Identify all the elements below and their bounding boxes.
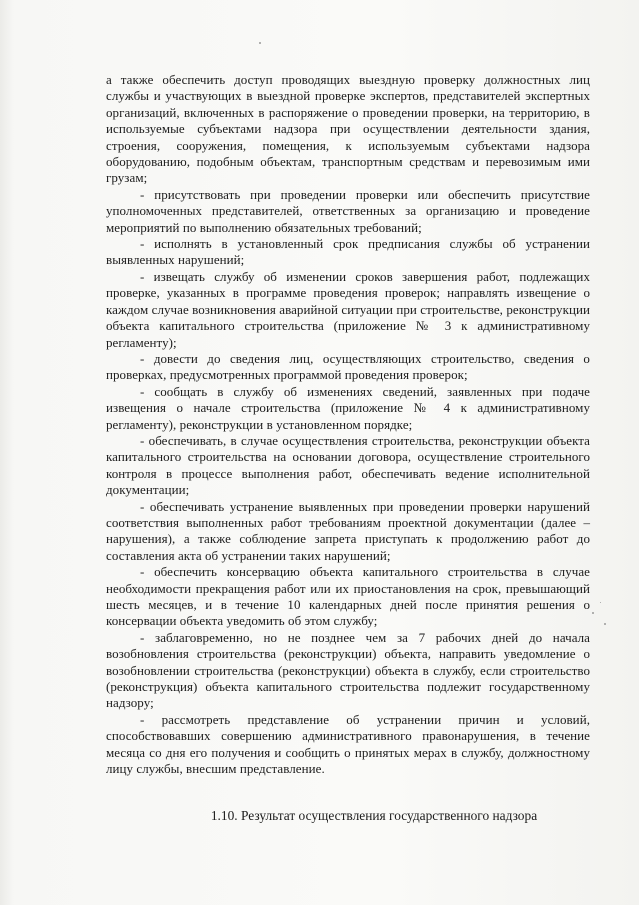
paragraph-inform-builders: - довести до сведения лиц, осуществляющих строительство, сведения о проверках, предусмотренных программой проведения проверок;	[106, 350, 590, 383]
paragraph-review-submission: - рассмотреть представление об устранении причин и условий, способствовавших совершению административного правонарушения, в течение месяца со дня его получения и сообщить о принятых мерах в службу, должностному лицу службы, внесшим представление.	[106, 711, 590, 777]
paragraph-access: а также обеспечить доступ проводящих выездную проверку должностных лиц службы и участвующих в выездной проверке экспертов, представителей экспертных организаций, включенных в распоряжение о проведении проверки, на территорию, в используемые субъектами надзора при осуществлении деятельности здания, строения, сооружения, помещения, к используемым субъектами надзора оборудованию, подобным объектам, транспортным средствам и перевозимым ими грузам;	[106, 72, 590, 186]
scan-speck	[604, 623, 606, 625]
paragraph-report-changes: - сообщать в службу об изменениях сведений, заявленных при подаче извещения о начале строительства (приложение № 4 к административному регламенту), реконструкции в установленном порядке;	[106, 383, 590, 432]
scan-speck	[259, 42, 261, 44]
scan-speck	[592, 612, 594, 614]
document-body	[106, 72, 590, 777]
paragraph-resumption: - заблаговременно, но не позднее чем за 7 рабочих дней до начала возобновления строительства (реконструкции) объекта, направить уведомление о возобновлении строительства (реконструкции) объекта в службу, если строительство (реконструкция) объекта капитального строительства подлежит государственному надзору;	[106, 629, 590, 711]
paragraph-construction-control: - обеспечивать, в случае осуществления строительства, реконструкции объекта капитального строительства на основании договора, осуществление строительного контроля в процессе выполнения работ, обеспечивать ведение исполнительной документации;	[106, 432, 590, 498]
paragraph-notify-deadlines: - извещать службу об изменении сроков завершения работ, подлежащих проверке, указанных в программе проведения проверок; направлять извещение о каждом случае возникновения аварийной ситуации при строительстве, реконструкции объекта капитального строительства (приложение № 3 к административному регламенту);	[106, 268, 590, 350]
section-heading: 1.10. Результат осуществления государственного надзора	[210, 808, 538, 823]
paragraph-orders: - исполнять в установленный срок предписания службы об устранении выявленных нарушений;	[106, 236, 590, 268]
scan-speck	[600, 602, 601, 603]
paragraph-conservation: - обеспечить консервацию объекта капитального строительства в случае необходимости прекращения работ или их приостановления на срок, превышающий шесть месяцев, и в течение 10 календарных дней после принятия решения о консервации объекта уведомить об этом службу;	[106, 564, 590, 629]
paragraph-fix-violations: - обеспечивать устранение выявленных при проведении проверки нарушений соответствия выполненных работ требованиям проектной документации (далее – нарушения), а также соблюдение запрета приступать к продолжению работ до составления акта об устранении таких нарушений;	[106, 498, 590, 563]
paragraph-presence: - присутствовать при проведении проверки или обеспечить присутствие уполномоченных представителей, ответственных за организацию и проведение мероприятий по выполнению обязательных требований;	[106, 186, 590, 235]
